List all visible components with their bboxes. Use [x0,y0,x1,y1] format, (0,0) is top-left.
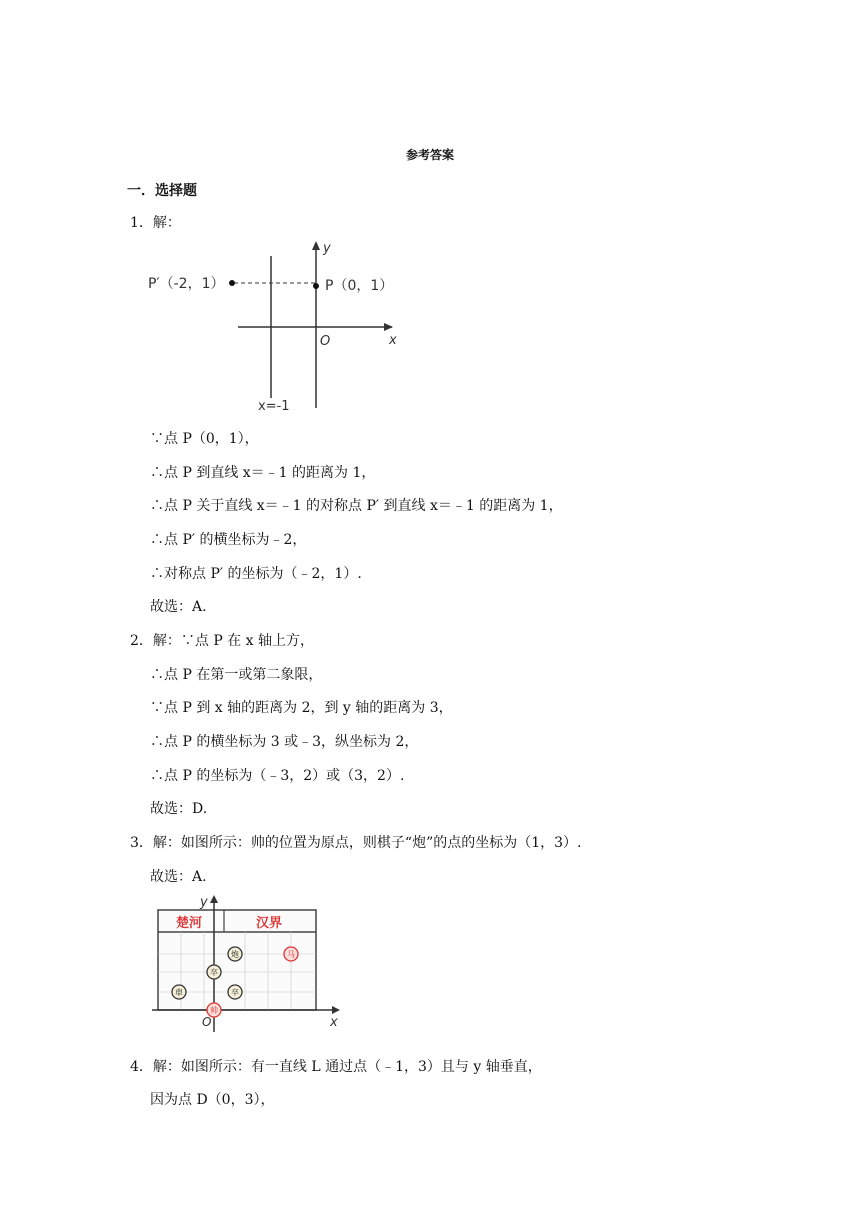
q3-banner-left: 楚河 [176,916,203,931]
page-title: 参考答案 [405,148,454,162]
q1-point-p [313,283,319,289]
q3-banner-right: 汉界 [256,916,283,931]
q1-head: 1．解： [130,215,181,231]
q3-piece-zu-2 [228,985,242,999]
q3-piece-ju [172,985,186,999]
svg-text:卒: 卒 [231,988,239,997]
svg-text:炮: 炮 [231,950,239,959]
q3-label-y: y [200,895,208,910]
q1-y-arrow [312,241,320,250]
q3-head: 3．解：如图所示：帅的位置为原点，则棋子“炮”的点的坐标为（1，3）. [130,835,582,851]
q2-line-1: ∴点 P 在第一或第二象限， [150,667,323,683]
q3-piece-zu-1 [207,965,221,979]
q1-label-p-prime: P′（-2，1） [148,276,225,292]
q1-label-y: y [323,241,331,256]
q4-head: 4．解：如图所示：有一直线 L 通过点（﹣1，3）且与 y 轴垂直， [130,1059,542,1075]
q1-point-p-prime [229,280,235,286]
q1-line-4: ∴点 P′ 的横坐标为﹣2， [150,532,307,548]
q1-figure [140,238,410,416]
q2-line-4: ∴点 P 的坐标为（﹣3，2）或（3，2）. [150,768,405,784]
q4-line-1: 因为点 D（0，3）， [150,1092,275,1108]
q3-piece-shuai [207,1003,221,1017]
q3-label-origin: O [202,1015,212,1029]
q1-x-arrow [384,323,393,331]
q1-label-x: x [389,333,397,348]
q2-line-3: ∴点 P 的横坐标为 3 或﹣3，纵坐标为 2， [150,734,419,750]
q3-label-x: x [330,1015,338,1030]
svg-text:車: 車 [175,988,183,997]
q1-line-2: ∴点 P 到直线 x＝﹣1 的距离为 1， [150,465,376,481]
svg-text:马: 马 [287,950,295,959]
q2-line-2: ∵点 P 到 x 轴的距离为 2，到 y 轴的距离为 3， [150,700,453,716]
q3-piece-ma [284,947,298,961]
q3-x-arrow [332,1006,340,1014]
q3-figure [148,892,348,1032]
q1-line-1: ∵点 P（0，1）， [150,431,259,447]
q3-line-1: 故选：A. [150,869,207,885]
q1-line-3: ∴点 P 关于直线 x＝﹣1 的对称点 P′ 到直线 x＝﹣1 的距离为 1， [150,498,563,514]
q1-line-5: ∴对称点 P′ 的坐标为（﹣2，1）. [150,566,362,582]
q1-label-origin: O [320,334,331,349]
q2-head: 2．解：∵点 P 在 x 轴上方， [130,633,315,649]
svg-text:帅: 帅 [210,1006,218,1015]
q2-line-5: 故选：D. [150,801,208,817]
q3-piece-pao [228,947,242,961]
svg-text:卒: 卒 [210,968,218,977]
q3-y-arrow [210,895,218,903]
section-heading: 一．选择题 [127,183,197,199]
q1-label-line: x=-1 [258,399,290,414]
q1-label-p: P（0，1） [325,278,394,294]
q1-line-6: 故选：A. [150,599,207,615]
